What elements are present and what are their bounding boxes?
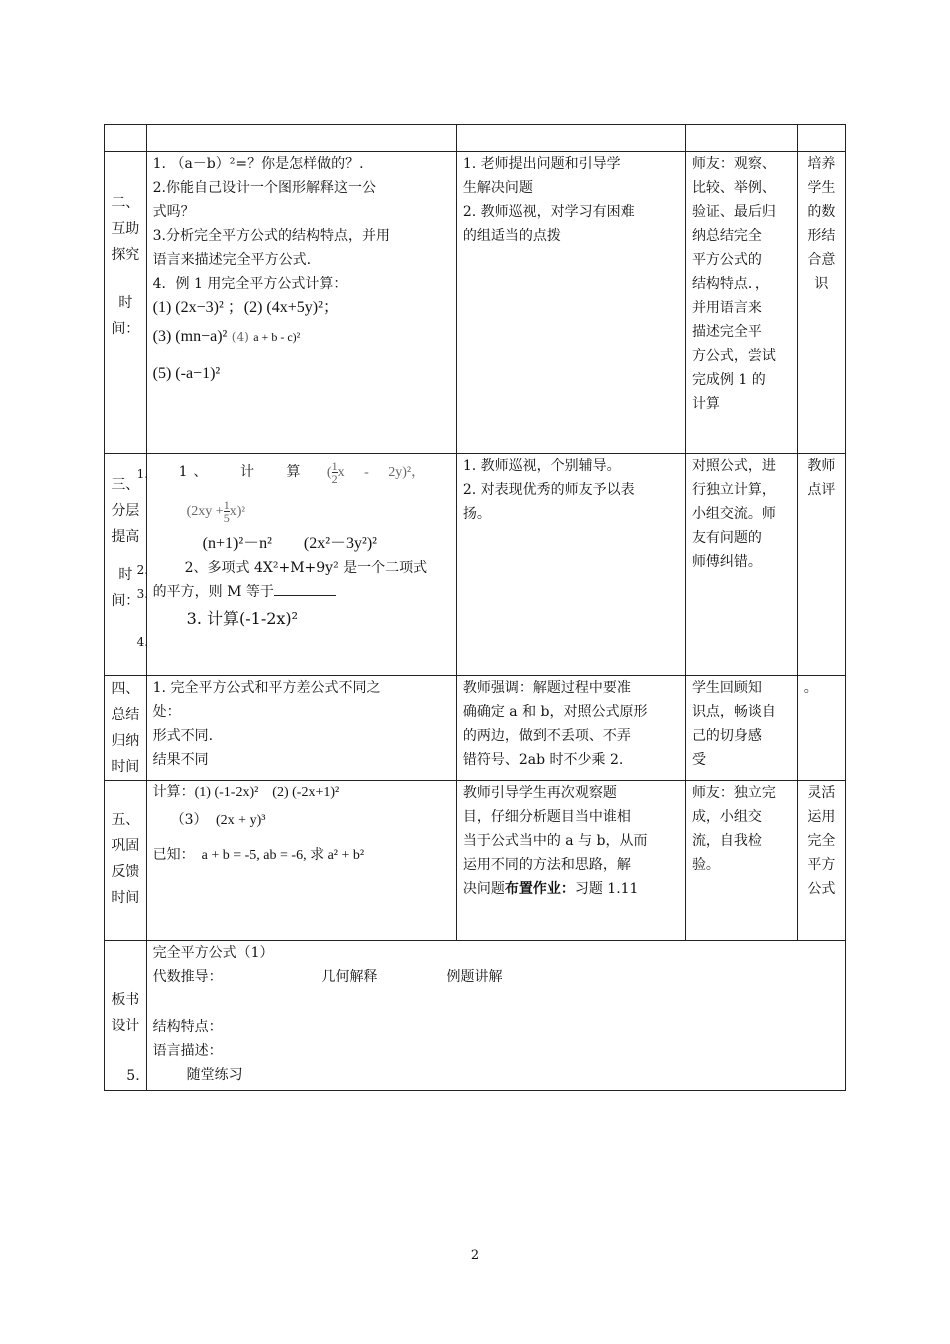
goal-line: 完全 <box>807 833 836 849</box>
practice-3-label: （3） <box>170 812 208 828</box>
question-1: 1. （a－b）²=？你是怎样做的？. <box>152 156 364 172</box>
board-algebra: 代数推导： <box>152 969 223 985</box>
student-line: 友有问题的 <box>691 530 762 546</box>
homework-label: 布置作业： <box>504 881 575 897</box>
student-activity-cell <box>685 781 797 941</box>
stage-cell <box>105 676 147 781</box>
homework-value: 习题 1.11 <box>574 881 639 897</box>
table-row-consolidation <box>105 781 846 941</box>
summary-line: 形式不同. <box>152 728 214 744</box>
example-4: a + b - c)² <box>253 330 301 344</box>
table-row-summary <box>105 676 846 781</box>
list-marker: 1. <box>136 467 149 481</box>
stage-label: 归纳 <box>111 733 140 749</box>
stage-label: 提高 <box>111 529 140 545</box>
stage-label: 三、 <box>111 477 140 493</box>
goal-line: 培养 <box>807 156 836 172</box>
student-line: 并用语言来 <box>691 300 762 316</box>
student-line: 师友：独立完 <box>691 785 776 801</box>
goal-line: 识 <box>814 276 829 292</box>
teacher-line: 2. 对表现优秀的师友予以表 <box>462 482 635 498</box>
goal-line: 运用 <box>807 809 836 825</box>
goal-line: 教师 <box>807 458 836 474</box>
goal-cell <box>797 781 845 941</box>
student-line: 验证、最后归 <box>691 204 776 220</box>
board-structure: 结构特点： <box>152 1019 223 1035</box>
goal-cell <box>797 454 845 676</box>
teacher-line: 教师强调：解题过程中要准 <box>462 680 631 696</box>
table-header-row <box>105 125 846 152</box>
exercise-1-expr-3: (n+1)²－n² (2x²－3y²)² <box>202 535 377 552</box>
goal-line: 学生 <box>807 180 836 196</box>
teacher-line: 决问题 <box>462 881 505 897</box>
example-4-label: (4) <box>231 330 249 344</box>
question-2-cont: 式吗？ <box>152 204 195 220</box>
summary-line: 结果不同 <box>152 752 209 768</box>
answer-blank <box>274 581 336 596</box>
question-4: 4．例 1 用完全平方公式计算： <box>152 276 348 292</box>
fraction-one-fifth: $\frac{1}{5}$ <box>223 498 230 526</box>
content-cell <box>136 454 456 676</box>
goal-cell <box>797 152 845 454</box>
list-marker: 4. <box>136 635 149 649</box>
content-cell <box>146 676 456 781</box>
stage-label: 板书 <box>111 992 140 1008</box>
page-number: 2 <box>470 1248 480 1263</box>
student-line: 识点，畅谈自 <box>691 704 776 720</box>
student-line: 结构特点．， <box>691 276 769 292</box>
board-geometry: 几何解释 <box>321 969 378 985</box>
student-line: 方公式，尝试 <box>691 348 776 364</box>
student-activity-cell <box>685 152 797 454</box>
exercise-2-cont: 的平方，则 M 等于 <box>152 584 274 600</box>
student-line: 己的切身感 <box>691 728 762 744</box>
student-line: 师友：观察、 <box>691 156 776 172</box>
stage-label: 总结 <box>111 707 140 723</box>
fraction-one-half: $\frac{1}{2}$ <box>331 459 338 487</box>
example-5: (5) (-a−1)² <box>152 365 221 382</box>
goal-line: 灵活 <box>807 785 836 801</box>
goal-cell <box>797 676 845 781</box>
exercise-1-expr: ( $\frac{1}{2}$ x - 2y)²， <box>326 459 426 487</box>
board-examples: 例题讲解 <box>446 969 503 985</box>
teacher-line: 的组适当的点拨 <box>462 228 561 244</box>
practice-calc: 计算：(1) (-1-2x)² (2) (-2x+1)² <box>152 785 340 800</box>
header-cell <box>105 125 147 152</box>
teacher-line: 1. 教师巡视，个别辅导。 <box>462 458 621 474</box>
board-practice: 随堂练习 <box>186 1067 243 1083</box>
stage-label: 设计 <box>111 1018 140 1034</box>
stage-label: 探究 <box>111 247 140 263</box>
stage-cell <box>105 781 147 941</box>
stage-label: 巩固 <box>111 838 140 854</box>
teacher-line: 运用不同的方法和思路，解 <box>462 857 631 873</box>
student-line: 师傅纠错。 <box>691 554 762 570</box>
summary-line: 1. 完全平方公式和平方差公式不同之 <box>152 680 381 696</box>
header-cell <box>797 125 845 152</box>
goal-line: 合意 <box>807 252 836 268</box>
exercise-1-expr-2: (2xy + $\frac{1}{5}$ x)² <box>186 498 245 526</box>
teacher-activity-cell <box>456 454 685 676</box>
practice-3-expr: (2x + y)³ <box>216 813 266 828</box>
teacher-line: 的两边，做到不丢项、不弄 <box>462 728 631 744</box>
teacher-activity-cell <box>456 781 685 941</box>
stage-label: 间： <box>111 593 140 609</box>
table-row-layered-improvement <box>105 454 846 676</box>
content-cell <box>146 152 456 454</box>
student-line: 计算 <box>691 396 720 412</box>
teacher-line: 生解决问题 <box>462 180 533 196</box>
board-title: 完全平方公式（1） <box>152 945 274 961</box>
teacher-line: 当于公式当中的 a 与 b，从而 <box>462 833 648 849</box>
teacher-line: 教师引导学生再次观察题 <box>462 785 617 801</box>
student-line: 流，自我检 <box>691 833 762 849</box>
teacher-line: 确确定 a 和 b，对照公式原形 <box>462 704 648 720</box>
stage-label: 反馈 <box>111 864 140 880</box>
stage-label: 时 <box>118 295 133 311</box>
stage-cell <box>105 152 147 454</box>
teacher-line: 2. 教师巡视，对学习有困难 <box>462 204 635 220</box>
teacher-line: 1. 老师提出问题和引导学 <box>462 156 621 172</box>
goal-line: 形结 <box>807 228 836 244</box>
stage-label: 分层 <box>111 503 140 519</box>
goal-line: 的数 <box>807 204 836 220</box>
header-cell <box>456 125 685 152</box>
stage-label: 时间 <box>111 759 140 775</box>
teacher-activity-cell <box>456 676 685 781</box>
question-2: 2.你能自己设计一个图形解释这一公 <box>152 180 376 196</box>
student-line: 平方公式的 <box>691 252 762 268</box>
summary-line: 处： <box>152 704 181 720</box>
student-line: 小组交流。师 <box>691 506 776 522</box>
table-row-board-design <box>105 941 846 1091</box>
student-activity-cell <box>685 454 797 676</box>
exercise-1-label: 1、 计 算 <box>178 464 307 480</box>
stage-label: 互助 <box>111 221 140 237</box>
student-line: 纳总结完全 <box>691 228 762 244</box>
stage-label: 四、 <box>111 681 140 697</box>
table-row-interactive-inquiry <box>105 152 846 454</box>
practice-known: 已知： a + b = -5, ab = -6, 求 a² + b² <box>152 848 365 863</box>
student-line: 完成例 1 的 <box>691 372 766 388</box>
student-line: 验。 <box>691 857 720 873</box>
header-cell <box>146 125 456 152</box>
student-line: 行独立计算， <box>691 482 776 498</box>
list-marker: 2. <box>136 563 149 577</box>
student-line: 学生回顾知 <box>691 680 762 696</box>
teacher-line: 目，仔细分析题目当中谁相 <box>462 809 631 825</box>
question-3: 3.分析完全平方公式的结构特点，并用 <box>152 228 390 244</box>
student-line: 比较、举例、 <box>691 180 776 196</box>
exercise-2: 2、多项式 4X²+M+9y² 是一个二项式 <box>184 560 428 576</box>
stage-cell <box>105 941 147 1091</box>
goal-line: 平方 <box>807 857 836 873</box>
question-3-cont: 语言来描述完全平方公式. <box>152 252 312 268</box>
student-line: 成，小组交 <box>691 809 762 825</box>
teacher-line: 错符号、2ab 时不少乘 2. <box>462 752 624 768</box>
lesson-plan-table <box>104 124 846 1091</box>
stage-label: 时间 <box>111 890 140 906</box>
goal-line: 。 <box>803 680 818 696</box>
list-marker: 3. <box>136 587 149 601</box>
example-3: (3) (mn−a)² <box>152 328 228 345</box>
student-line: 对照公式，进 <box>691 458 776 474</box>
student-activity-cell <box>685 676 797 781</box>
list-marker: 5. <box>126 1068 140 1084</box>
stage-label: 间： <box>111 321 140 337</box>
stage-label: 二、 <box>111 195 140 211</box>
teacher-activity-cell <box>456 152 685 454</box>
student-line: 受 <box>691 752 706 768</box>
student-line: 描述完全平 <box>691 324 762 340</box>
example-1-2: (1) (2x−3)² ；(2) (4x+5y)²； <box>152 299 339 316</box>
stage-label: 时 <box>118 567 133 583</box>
header-cell <box>685 125 797 152</box>
board-design-cell <box>146 941 845 1091</box>
teacher-line: 扬。 <box>462 506 491 522</box>
board-language: 语言描述： <box>152 1043 223 1059</box>
content-cell <box>146 781 456 941</box>
goal-line: 点评 <box>807 482 836 498</box>
exercise-3: 3. 计算(-1-2x)² <box>186 609 299 628</box>
goal-line: 公式 <box>807 881 836 897</box>
stage-label: 五、 <box>111 812 140 828</box>
